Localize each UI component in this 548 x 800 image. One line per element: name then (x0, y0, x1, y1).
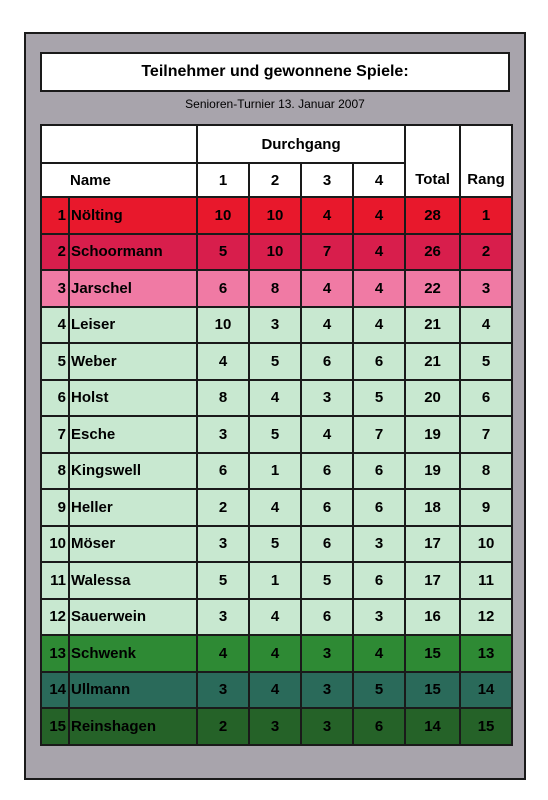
round-2-score: 4 (249, 489, 301, 526)
participant-name: Schwenk (69, 635, 197, 672)
rank: 5 (460, 343, 512, 380)
table-row (41, 599, 512, 636)
round-1-score: 3 (197, 526, 249, 563)
round-2-score: 1 (249, 562, 301, 599)
table-row (41, 234, 512, 271)
participant-name: Walessa (69, 562, 197, 599)
row-number: 11 (41, 562, 69, 599)
table-row (41, 343, 512, 380)
row-number: 9 (41, 489, 69, 526)
round-1-score: 2 (197, 489, 249, 526)
round-2-score: 4 (249, 672, 301, 709)
round-4-score: 3 (353, 526, 405, 563)
round-3-score: 3 (301, 635, 353, 672)
total-score: 21 (405, 307, 460, 344)
rank: 6 (460, 380, 512, 417)
round-1-score: 5 (197, 562, 249, 599)
round-1-score: 10 (197, 197, 249, 234)
round-2-score: 5 (249, 526, 301, 563)
rank: 15 (460, 708, 512, 745)
round-3-score: 6 (301, 526, 353, 563)
round-2-score: 4 (249, 635, 301, 672)
name-header: Name (69, 163, 197, 197)
row-number: 3 (41, 270, 69, 307)
round-4-score: 5 (353, 672, 405, 709)
participant-name: Ullmann (69, 672, 197, 709)
round-3-score: 6 (301, 343, 353, 380)
round-2-score: 1 (249, 453, 301, 490)
total-score: 19 (405, 416, 460, 453)
round-1-score: 8 (197, 380, 249, 417)
rang-header: Rang (460, 125, 512, 197)
round-1-score: 3 (197, 672, 249, 709)
row-number: 14 (41, 672, 69, 709)
round-2-score: 5 (249, 343, 301, 380)
round-2-score: 8 (249, 270, 301, 307)
round-4-score: 7 (353, 416, 405, 453)
table-row (41, 197, 512, 234)
durchgang-header: Durchgang (197, 125, 405, 163)
round-1-score: 3 (197, 599, 249, 636)
total-score: 22 (405, 270, 460, 307)
table-row (41, 307, 512, 344)
round-1-score: 2 (197, 708, 249, 745)
rank: 4 (460, 307, 512, 344)
row-number: 2 (41, 234, 69, 271)
round-4-score: 6 (353, 489, 405, 526)
results-table (40, 124, 513, 746)
total-score: 18 (405, 489, 460, 526)
participant-name: Holst (69, 380, 197, 417)
round-header: 1 (197, 163, 249, 197)
round-4-score: 5 (353, 380, 405, 417)
round-3-score: 4 (301, 416, 353, 453)
participant-name: Schoormann (69, 234, 197, 271)
total-score: 15 (405, 672, 460, 709)
round-3-score: 6 (301, 599, 353, 636)
round-1-score: 6 (197, 453, 249, 490)
round-4-score: 3 (353, 599, 405, 636)
round-4-score: 6 (353, 343, 405, 380)
round-4-score: 4 (353, 197, 405, 234)
round-3-score: 4 (301, 270, 353, 307)
table-row (41, 672, 512, 709)
row-number: 4 (41, 307, 69, 344)
round-2-score: 10 (249, 234, 301, 271)
round-4-score: 4 (353, 270, 405, 307)
participant-name: Heller (69, 489, 197, 526)
row-number: 12 (41, 599, 69, 636)
round-3-score: 3 (301, 380, 353, 417)
participant-name: Leiser (69, 307, 197, 344)
round-4-score: 6 (353, 562, 405, 599)
participant-name: Möser (69, 526, 197, 563)
table-row (41, 416, 512, 453)
table-row (41, 489, 512, 526)
total-score: 17 (405, 526, 460, 563)
total-score: 17 (405, 562, 460, 599)
rank: 14 (460, 672, 512, 709)
total-header: Total (405, 125, 460, 197)
round-3-score: 7 (301, 234, 353, 271)
table-row (41, 270, 512, 307)
round-3-score: 3 (301, 672, 353, 709)
round-3-score: 3 (301, 708, 353, 745)
total-score: 28 (405, 197, 460, 234)
rank: 11 (460, 562, 512, 599)
row-number: 5 (41, 343, 69, 380)
table-row (41, 708, 512, 745)
row-number: 15 (41, 708, 69, 745)
table-row (41, 635, 512, 672)
total-score: 16 (405, 599, 460, 636)
round-3-score: 4 (301, 307, 353, 344)
row-number: 8 (41, 453, 69, 490)
round-2-score: 3 (249, 307, 301, 344)
round-1-score: 10 (197, 307, 249, 344)
rank: 2 (460, 234, 512, 271)
round-4-score: 6 (353, 708, 405, 745)
table-row (41, 562, 512, 599)
subtitle: Senioren-Turnier 13. Januar 2007 (185, 97, 365, 111)
round-3-score: 4 (301, 197, 353, 234)
round-1-score: 4 (197, 343, 249, 380)
round-1-score: 3 (197, 416, 249, 453)
rank: 8 (460, 453, 512, 490)
round-3-score: 6 (301, 489, 353, 526)
total-score: 21 (405, 343, 460, 380)
row-number: 6 (41, 380, 69, 417)
round-3-score: 6 (301, 453, 353, 490)
header-blank-cell (69, 125, 197, 163)
participant-name: Reinshagen (69, 708, 197, 745)
round-1-score: 4 (197, 635, 249, 672)
round-header: 4 (353, 163, 405, 197)
table-row (41, 526, 512, 563)
total-score: 15 (405, 635, 460, 672)
rank: 9 (460, 489, 512, 526)
round-3-score: 5 (301, 562, 353, 599)
participant-name: Jarschel (69, 270, 197, 307)
rank: 13 (460, 635, 512, 672)
round-2-score: 4 (249, 380, 301, 417)
table-row (41, 453, 512, 490)
row-number: 1 (41, 197, 69, 234)
participant-name: Kingswell (69, 453, 197, 490)
total-score: 14 (405, 708, 460, 745)
rank: 10 (460, 526, 512, 563)
round-2-score: 10 (249, 197, 301, 234)
table-row (41, 380, 512, 417)
rank: 12 (460, 599, 512, 636)
round-1-score: 5 (197, 234, 249, 271)
rank: 7 (460, 416, 512, 453)
round-2-score: 5 (249, 416, 301, 453)
round-4-score: 4 (353, 307, 405, 344)
round-4-score: 4 (353, 234, 405, 271)
header-blank-cell (41, 163, 69, 197)
participant-name: Sauerwein (69, 599, 197, 636)
participant-name: Weber (69, 343, 197, 380)
rank: 1 (460, 197, 512, 234)
round-2-score: 4 (249, 599, 301, 636)
rank: 3 (460, 270, 512, 307)
row-number: 7 (41, 416, 69, 453)
total-score: 26 (405, 234, 460, 271)
round-1-score: 6 (197, 270, 249, 307)
total-score: 20 (405, 380, 460, 417)
total-score: 19 (405, 453, 460, 490)
header-blank-cell (41, 125, 69, 163)
page-title: Teilnehmer und gewonnene Spiele: (40, 52, 510, 92)
round-header: 2 (249, 163, 301, 197)
participant-name: Nölting (69, 197, 197, 234)
row-number: 13 (41, 635, 69, 672)
round-4-score: 6 (353, 453, 405, 490)
row-number: 10 (41, 526, 69, 563)
participant-name: Esche (69, 416, 197, 453)
round-header: 3 (301, 163, 353, 197)
round-2-score: 3 (249, 708, 301, 745)
round-4-score: 4 (353, 635, 405, 672)
